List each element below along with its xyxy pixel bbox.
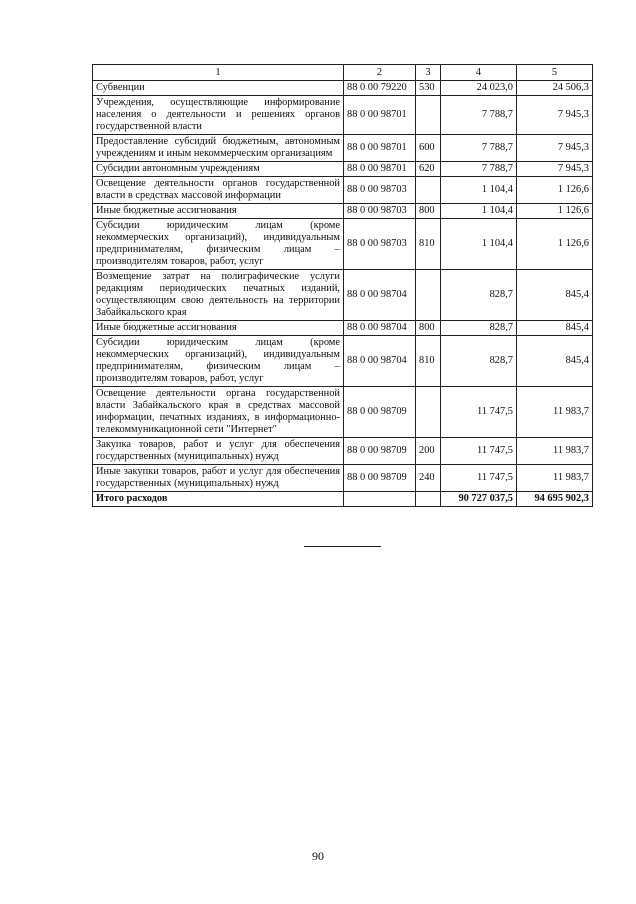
row-code-cell: 88 0 00 98709 [344, 438, 416, 465]
row-name-cell: Иные бюджетные ассигнования [93, 321, 344, 336]
row-value-col4-cell: 828,7 [441, 321, 517, 336]
row-name-cell: Закупка товаров, работ и услуг для обеспечения государственных (муниципальных) нужд [93, 438, 344, 465]
row-expense-type-cell [416, 270, 441, 321]
header-cell: 5 [517, 65, 593, 81]
row-name-cell: Освещение деятельности органов государственной власти в средствах массовой информации [93, 177, 344, 204]
table-row [93, 81, 593, 96]
table-row [93, 135, 593, 162]
row-code-cell: 88 0 00 98704 [344, 270, 416, 321]
row-value-col4-cell: 7 788,7 [441, 135, 517, 162]
table-row [93, 177, 593, 204]
row-value-col5-cell: 94 695 902,3 [517, 492, 593, 507]
row-value-col4-cell: 1 104,4 [441, 204, 517, 219]
row-value-col5-cell: 1 126,6 [517, 219, 593, 270]
row-code-cell: 88 0 00 98701 [344, 162, 416, 177]
row-code-cell: 88 0 00 98703 [344, 177, 416, 204]
row-value-col5-cell: 845,4 [517, 270, 593, 321]
header-cell: 2 [344, 65, 416, 81]
row-value-col5-cell: 1 126,6 [517, 204, 593, 219]
row-value-col5-cell: 7 945,3 [517, 96, 593, 135]
row-name-cell: Учреждения, осуществляющие информирование населения о деятельности и решениях органов государственной власти [93, 96, 344, 135]
separator-line [304, 546, 381, 547]
row-expense-type-cell: 620 [416, 162, 441, 177]
row-name-cell: Субсидии юридическим лицам (кроме некоммерческих организаций), индивидуальным предпринимателям, физическим лицам – производителям товаров, работ, услуг [93, 219, 344, 270]
row-code-cell: 88 0 00 98703 [344, 204, 416, 219]
table-header-row [93, 65, 593, 81]
row-expense-type-cell: 600 [416, 135, 441, 162]
table-row [93, 162, 593, 177]
row-value-col4-cell: 11 747,5 [441, 438, 517, 465]
row-code-cell: 88 0 00 98701 [344, 96, 416, 135]
row-expense-type-cell: 800 [416, 204, 441, 219]
header-cell: 4 [441, 65, 517, 81]
row-name-cell: Субсидии юридическим лицам (кроме некоммерческих организаций), индивидуальным предпринимателям, физическим лицам – производителям товаров, работ, услуг [93, 336, 344, 387]
row-value-col4-cell: 7 788,7 [441, 162, 517, 177]
row-name-cell: Иные бюджетные ассигнования [93, 204, 344, 219]
row-code-cell: 88 0 00 98709 [344, 465, 416, 492]
row-value-col5-cell: 24 506,3 [517, 81, 593, 96]
row-expense-type-cell: 810 [416, 219, 441, 270]
row-expense-type-cell: 800 [416, 321, 441, 336]
row-name-cell: Иные закупки товаров, работ и услуг для обеспечения государственных (муниципальных) нужд [93, 465, 344, 492]
row-value-col5-cell: 845,4 [517, 321, 593, 336]
table-row [93, 336, 593, 387]
table-row [93, 219, 593, 270]
row-expense-type-cell: 200 [416, 438, 441, 465]
header-cell: 3 [416, 65, 441, 81]
row-code-cell: 88 0 00 98704 [344, 321, 416, 336]
budget-table [92, 64, 593, 507]
row-value-col5-cell: 845,4 [517, 336, 593, 387]
table-row [93, 387, 593, 438]
table-row [93, 270, 593, 321]
row-value-col4-cell: 90 727 037,5 [441, 492, 517, 507]
row-expense-type-cell: 810 [416, 336, 441, 387]
table-row [93, 465, 593, 492]
row-name-cell: Субсидии автономным учреждениям [93, 162, 344, 177]
row-code-cell: 88 0 00 98703 [344, 219, 416, 270]
budget-table-body [93, 65, 593, 507]
header-cell: 1 [93, 65, 344, 81]
row-name-cell: Субвенции [93, 81, 344, 96]
row-expense-type-cell [416, 492, 441, 507]
row-value-col4-cell: 1 104,4 [441, 177, 517, 204]
row-name-cell: Предоставление субсидий бюджетным, автономным учреждениям и иным некоммерческим организациям [93, 135, 344, 162]
row-code-cell [344, 492, 416, 507]
row-expense-type-cell [416, 387, 441, 438]
row-value-col5-cell: 7 945,3 [517, 162, 593, 177]
budget-table-container [92, 64, 592, 507]
row-value-col4-cell: 11 747,5 [441, 387, 517, 438]
row-name-cell: Итого расходов [93, 492, 344, 507]
row-value-col4-cell: 828,7 [441, 336, 517, 387]
row-value-col5-cell: 11 983,7 [517, 387, 593, 438]
row-value-col5-cell: 11 983,7 [517, 438, 593, 465]
row-value-col5-cell: 1 126,6 [517, 177, 593, 204]
row-expense-type-cell [416, 96, 441, 135]
row-code-cell: 88 0 00 98701 [344, 135, 416, 162]
table-row [93, 438, 593, 465]
row-name-cell: Возмещение затрат на полиграфические услуги редакциям периодических печатных изданий, осуществляющим свою деятельность на территории Забайкальского края [93, 270, 344, 321]
page-number: 90 [312, 849, 324, 863]
table-row [93, 321, 593, 336]
table-row [93, 204, 593, 219]
row-code-cell: 88 0 00 98704 [344, 336, 416, 387]
row-code-cell: 88 0 00 79220 [344, 81, 416, 96]
row-name-cell: Освещение деятельности органа государственной власти Забайкальского края в средствах массовой информации, печатных изданиях, в информационно-телекоммуникационной сети "Интернет" [93, 387, 344, 438]
row-code-cell: 88 0 00 98709 [344, 387, 416, 438]
table-total-row [93, 492, 593, 507]
row-value-col4-cell: 1 104,4 [441, 219, 517, 270]
row-value-col5-cell: 7 945,3 [517, 135, 593, 162]
row-value-col4-cell: 24 023,0 [441, 81, 517, 96]
row-expense-type-cell [416, 177, 441, 204]
row-value-col4-cell: 11 747,5 [441, 465, 517, 492]
row-value-col4-cell: 7 788,7 [441, 96, 517, 135]
row-value-col5-cell: 11 983,7 [517, 465, 593, 492]
table-row [93, 96, 593, 135]
row-expense-type-cell: 530 [416, 81, 441, 96]
row-expense-type-cell: 240 [416, 465, 441, 492]
row-value-col4-cell: 828,7 [441, 270, 517, 321]
